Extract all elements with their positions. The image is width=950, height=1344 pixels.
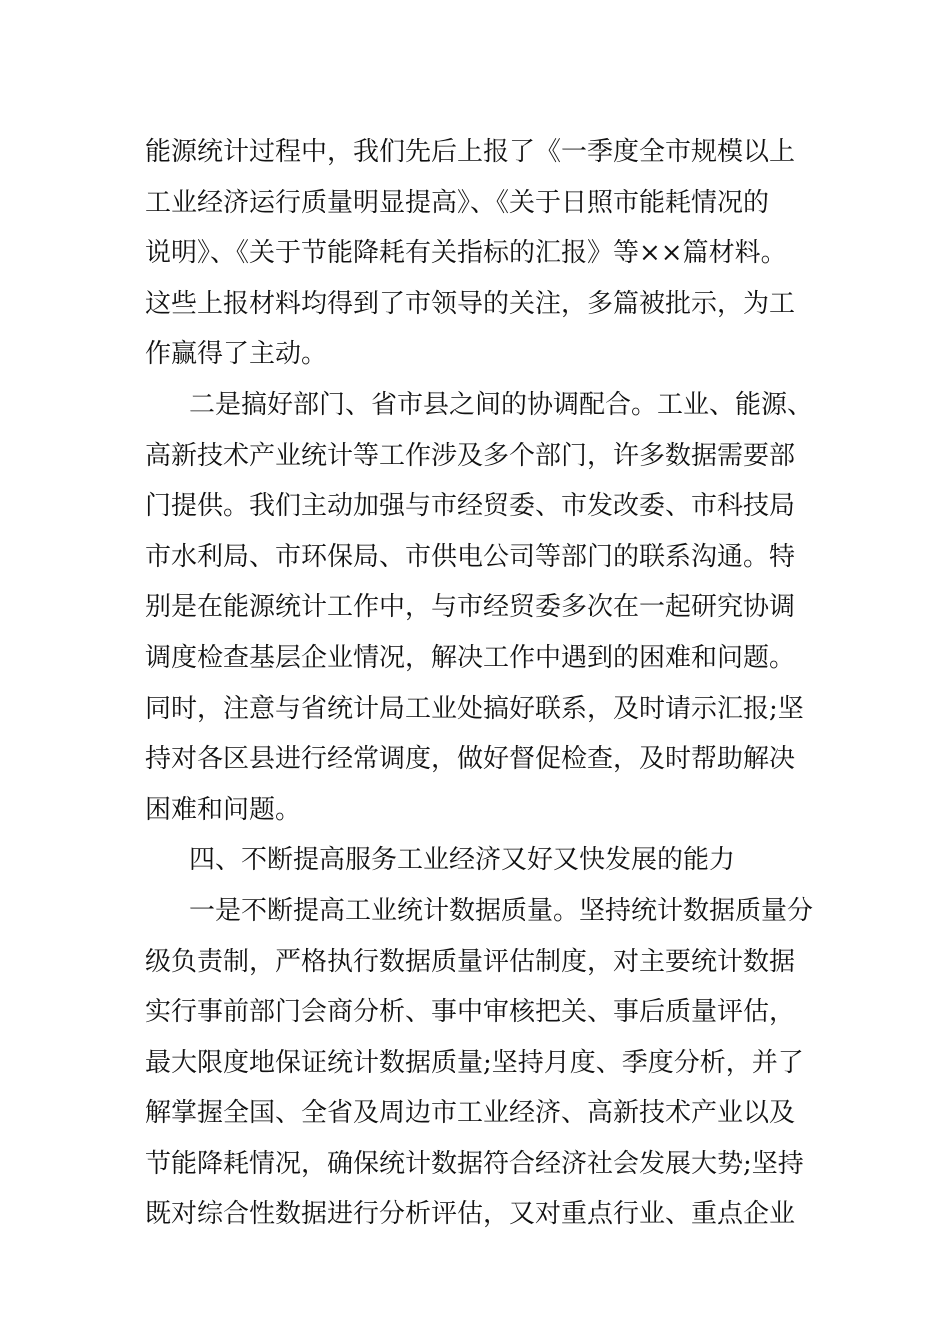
text-line: 困难和问题。 [145,794,302,825]
text-line: 解掌握全国、全省及周边市工业经济、高新技术产业以及 [145,1098,796,1129]
section-heading-capability [145,835,810,886]
text-line: 别是在能源统计工作中，与市经贸委多次在一起研究协调 [145,592,796,623]
text-line: 这些上报材料均得到了市领导的关注，多篇被批示，为工 [145,288,796,319]
text-line: 作赢得了主动。 [145,339,328,370]
paragraph-data-quality [145,886,814,1240]
text-line: 持对各区县进行经常调度，做好督促检查，及时帮助解决 [145,744,796,775]
text-line: 市水利局、市环保局、市供电公司等部门的联系沟通。特 [145,541,796,572]
text-line: 二是搞好部门、省市县之间的协调配合。工业、能源、 [189,389,814,420]
text-line: 调度检查基层企业情况，解决工作中遇到的困难和问题。 [145,642,796,673]
heading-line: 四、不断提高服务工业经济又好又快发展的能力 [189,845,736,876]
text-line: 工业经济运行质量明显提高》、《关于日照市能耗情况的 [145,187,770,218]
text-line: 说明》、《关于节能降耗有关指标的汇报》等××篇材料。 [145,238,787,269]
document-body [145,127,814,1240]
text-line: 既对综合性数据进行分析评估，又对重点行业、重点企业 [145,1199,796,1230]
text-line: 能源统计过程中，我们先后上报了《一季度全市规模以上 [145,137,796,167]
text-line: 门提供。我们主动加强与市经贸委、市发改委、市科技局 [145,491,796,522]
text-line: 一是不断提高工业统计数据质量。坚持统计数据质量分 [189,895,814,926]
text-line: 同时，注意与省统计局工业处搞好联系，及时请示汇报;坚 [145,693,804,724]
text-line: 最大限度地保证统计数据质量;坚持月度、季度分析，并了 [145,1047,804,1078]
text-line: 级负责制，严格执行数据质量评估制度，对主要统计数据 [145,946,796,977]
paragraph-report-materials [145,127,810,380]
text-line: 实行事前部门会商分析、事中审核把关、事后质量评估， [145,997,796,1028]
text-line: 高新技术产业统计等工作涉及多个部门，许多数据需要部 [145,440,796,471]
text-line: 节能降耗情况，确保统计数据符合经济社会发展大势;坚持 [145,1148,804,1179]
paragraph-coordination [145,380,814,835]
